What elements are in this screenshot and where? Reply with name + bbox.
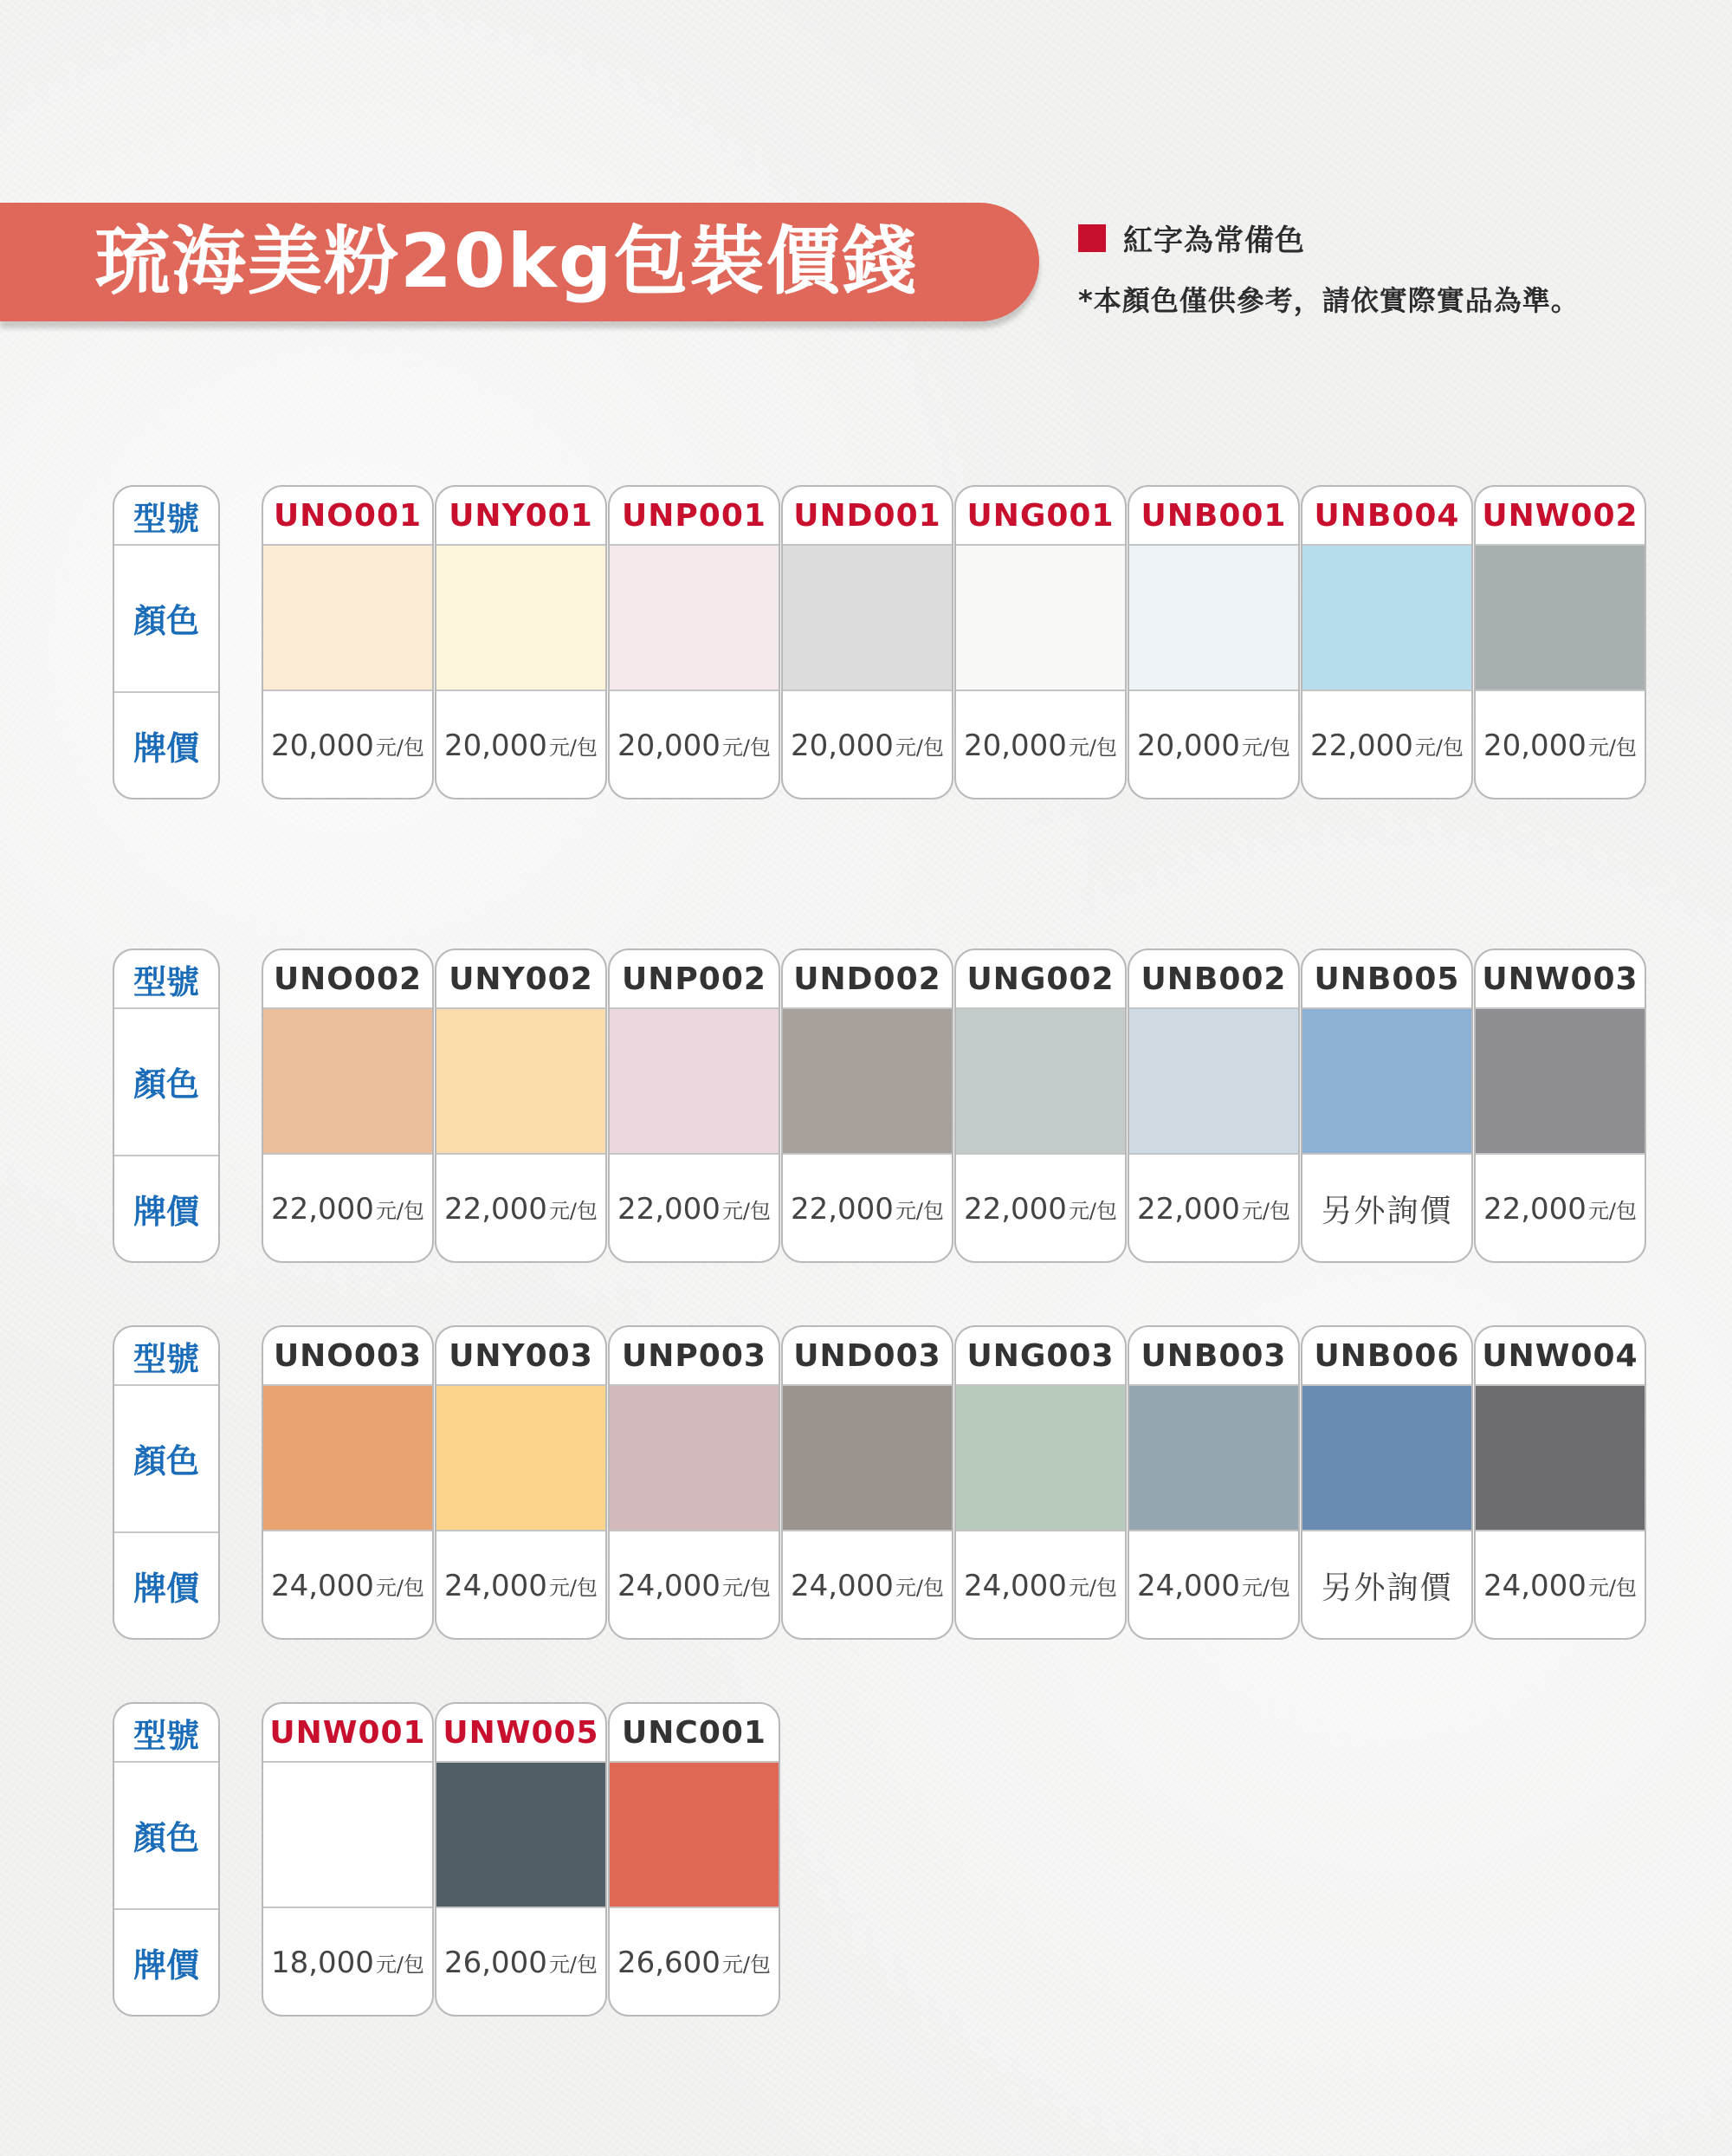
- price-row: [0, 1702, 1732, 2017]
- price-value: 22,000: [1136, 1191, 1240, 1227]
- price-value: 22,000: [443, 1191, 547, 1227]
- color-swatch: [263, 1384, 432, 1531]
- price-unit: 元/包: [1587, 735, 1638, 760]
- price-unit: 元/包: [1241, 735, 1291, 760]
- legend-red-square-icon: [1078, 224, 1106, 252]
- price-unit: 元/包: [375, 735, 425, 760]
- color-swatch: [1302, 1007, 1471, 1155]
- price-unit: 元/包: [1068, 1199, 1118, 1223]
- product-code: UNG001: [966, 497, 1115, 534]
- price-value: 20,000: [617, 728, 721, 763]
- row-labels: [113, 1325, 220, 1640]
- label-model: 型號: [114, 487, 218, 546]
- product-card: [608, 1702, 780, 2017]
- product-card: [781, 1325, 953, 1640]
- label-price: 牌價: [132, 1193, 199, 1231]
- product-card: [608, 949, 780, 1263]
- product-price: [610, 1531, 779, 1640]
- color-swatch: [610, 544, 779, 691]
- price-value: 26,600: [617, 1945, 721, 1980]
- color-swatch: [783, 544, 952, 691]
- price-value: 22,000: [270, 1191, 374, 1227]
- product-price: [436, 1531, 605, 1640]
- label-color: 顏色: [114, 1007, 218, 1156]
- color-swatch: [610, 1384, 779, 1531]
- price-value: 26,000: [443, 1945, 547, 1980]
- label-color: 顏色: [114, 1761, 218, 1910]
- color-swatch: [1476, 1007, 1645, 1155]
- price-value: 20,000: [963, 728, 1067, 763]
- product-price: [1476, 1155, 1645, 1263]
- price-value: 24,000: [963, 1568, 1067, 1603]
- product-code: UNW003: [1482, 961, 1638, 997]
- label-model: 型號: [114, 1704, 218, 1763]
- disclaimer-note: *本顏色僅供參考，請依實際實品為準。: [1078, 284, 1580, 317]
- price-unit: 元/包: [375, 1952, 425, 1977]
- product-price: [263, 1908, 432, 2017]
- price-unit: 元/包: [1241, 1199, 1291, 1223]
- price-value: 24,000: [443, 1568, 547, 1603]
- price-unit: 元/包: [1241, 1576, 1291, 1600]
- product-price: [436, 691, 605, 800]
- product-price: [956, 1155, 1125, 1263]
- price-value: 24,000: [617, 1568, 721, 1603]
- color-swatch: [1476, 1384, 1645, 1531]
- color-swatch: [956, 544, 1125, 691]
- product-price: [1476, 1531, 1645, 1640]
- product-card: [435, 485, 607, 800]
- price-unit: 元/包: [1068, 1576, 1118, 1600]
- product-code: UNW002: [1482, 497, 1638, 534]
- product-code: UND002: [793, 961, 941, 997]
- color-swatch: [1129, 1007, 1298, 1155]
- product-price: [1129, 1531, 1298, 1640]
- price-value: 另外詢價: [1321, 1194, 1453, 1229]
- product-price: [610, 1155, 779, 1263]
- product-code: UND003: [793, 1337, 941, 1374]
- label-price: 牌價: [132, 1946, 199, 1984]
- product-card: [1474, 1325, 1646, 1640]
- product-code: UNO003: [273, 1337, 423, 1374]
- color-swatch: [436, 1761, 605, 1908]
- price-value: 24,000: [1136, 1568, 1240, 1603]
- price-unit: 元/包: [721, 735, 772, 760]
- price-unit: 元/包: [1414, 735, 1464, 760]
- color-swatch: [436, 544, 605, 691]
- color-swatch: [1476, 544, 1645, 691]
- product-code: UNG002: [966, 961, 1115, 997]
- label-model: 型號: [114, 950, 218, 1009]
- product-code: UNB002: [1141, 961, 1287, 997]
- product-code: UNB001: [1141, 497, 1287, 534]
- product-card: [1301, 949, 1473, 1263]
- product-code: UNP003: [622, 1337, 766, 1374]
- product-card: [1128, 485, 1300, 800]
- color-swatch: [1302, 544, 1471, 691]
- price-unit: 元/包: [1587, 1576, 1638, 1600]
- row-labels: [113, 485, 220, 800]
- product-card: [1301, 1325, 1473, 1640]
- label-price: 牌價: [132, 729, 199, 767]
- product-card: [1474, 485, 1646, 800]
- label-price: 牌價: [132, 1570, 199, 1608]
- product-code: UNW001: [269, 1714, 426, 1751]
- product-code: UNB003: [1141, 1337, 1287, 1374]
- product-price: [783, 691, 952, 800]
- price-value: 22,000: [1309, 728, 1413, 763]
- product-card: [262, 1325, 434, 1640]
- color-swatch: [1302, 1384, 1471, 1531]
- product-card: [954, 1325, 1127, 1640]
- product-card: [435, 1702, 607, 2017]
- color-swatch: [956, 1007, 1125, 1155]
- product-price: [263, 1155, 432, 1263]
- color-swatch: [263, 1761, 432, 1908]
- product-code: UNY003: [449, 1337, 593, 1374]
- price-unit: 元/包: [721, 1199, 772, 1223]
- product-card: [781, 949, 953, 1263]
- product-code: UNO002: [273, 961, 423, 997]
- title-banner: [0, 203, 1039, 321]
- product-code: UNO001: [273, 497, 423, 534]
- product-price: [1129, 1155, 1298, 1263]
- price-value: 22,000: [617, 1191, 721, 1227]
- price-value: 24,000: [790, 1568, 894, 1603]
- product-card: [608, 1325, 780, 1640]
- product-card: [781, 485, 953, 800]
- color-swatch: [436, 1007, 605, 1155]
- product-price: [263, 691, 432, 800]
- product-price: [1476, 691, 1645, 800]
- product-card: [1128, 949, 1300, 1263]
- color-swatch: [1129, 1384, 1298, 1531]
- product-code: UNY001: [449, 497, 593, 534]
- price-row: [0, 1325, 1732, 1640]
- product-card: [435, 1325, 607, 1640]
- color-swatch: [263, 544, 432, 691]
- price-unit: 元/包: [1587, 1199, 1638, 1223]
- row-labels: [113, 1702, 220, 2017]
- price-unit: 元/包: [895, 735, 945, 760]
- price-value: 20,000: [790, 728, 894, 763]
- price-value: 24,000: [1483, 1568, 1587, 1603]
- product-code: UND001: [793, 497, 941, 534]
- price-row: [0, 949, 1732, 1263]
- price-unit: 元/包: [721, 1576, 772, 1600]
- product-code: UNW005: [443, 1714, 599, 1751]
- row-labels: [113, 949, 220, 1263]
- price-value: 22,000: [1483, 1191, 1587, 1227]
- price-value: 22,000: [963, 1191, 1067, 1227]
- price-unit: 元/包: [375, 1199, 425, 1223]
- product-price: [783, 1531, 952, 1640]
- product-code: UNY002: [449, 961, 593, 997]
- price-value: 20,000: [1483, 728, 1587, 763]
- label-color: 顏色: [114, 544, 218, 693]
- color-swatch: [263, 1007, 432, 1155]
- product-price: [436, 1155, 605, 1263]
- price-value: 24,000: [270, 1568, 374, 1603]
- price-unit: 元/包: [548, 1199, 598, 1223]
- color-swatch: [1129, 544, 1298, 691]
- product-card: [262, 1702, 434, 2017]
- product-card: [262, 485, 434, 800]
- price-value: 20,000: [1136, 728, 1240, 763]
- product-card: [435, 949, 607, 1263]
- label-color: 顏色: [114, 1384, 218, 1533]
- product-card: [954, 485, 1127, 800]
- color-swatch: [783, 1384, 952, 1531]
- legend: [1078, 217, 1305, 259]
- product-price: [783, 1155, 952, 1263]
- product-code: UNP001: [622, 497, 766, 534]
- product-card: [1128, 1325, 1300, 1640]
- color-swatch: [956, 1384, 1125, 1531]
- product-price: [1302, 1531, 1471, 1640]
- product-code: UNG003: [966, 1337, 1115, 1374]
- price-unit: 元/包: [375, 1576, 425, 1600]
- legend-text: 紅字為常備色: [1123, 223, 1305, 258]
- price-value: 20,000: [270, 728, 374, 763]
- price-unit: 元/包: [1068, 735, 1118, 760]
- product-price: [263, 1531, 432, 1640]
- product-price: [610, 1908, 779, 2017]
- price-value: 20,000: [443, 728, 547, 763]
- product-code: UNP002: [622, 961, 766, 997]
- price-value: 另外詢價: [1321, 1570, 1453, 1606]
- color-swatch: [436, 1384, 605, 1531]
- price-value: 18,000: [270, 1945, 374, 1980]
- price-row: [0, 485, 1732, 800]
- product-price: [1129, 691, 1298, 800]
- price-unit: 元/包: [548, 1576, 598, 1600]
- product-price: [956, 1531, 1125, 1640]
- product-price: [1302, 1155, 1471, 1263]
- product-card: [954, 949, 1127, 1263]
- product-card: [1474, 949, 1646, 1263]
- label-model: 型號: [114, 1327, 218, 1386]
- product-price: [610, 691, 779, 800]
- price-unit: 元/包: [895, 1576, 945, 1600]
- price-unit: 元/包: [548, 1952, 598, 1977]
- color-swatch: [610, 1007, 779, 1155]
- price-unit: 元/包: [895, 1199, 945, 1223]
- product-card: [1301, 485, 1473, 800]
- product-code: UNC001: [622, 1714, 766, 1751]
- product-code: UNB004: [1314, 497, 1460, 534]
- product-price: [436, 1908, 605, 2017]
- product-card: [262, 949, 434, 1263]
- product-code: UNB006: [1314, 1337, 1460, 1374]
- color-swatch: [610, 1761, 779, 1908]
- product-code: UNB005: [1314, 961, 1460, 997]
- product-price: [956, 691, 1125, 800]
- price-unit: 元/包: [721, 1952, 772, 1977]
- price-value: 22,000: [790, 1191, 894, 1227]
- product-card: [608, 485, 780, 800]
- color-swatch: [783, 1007, 952, 1155]
- price-unit: 元/包: [548, 735, 598, 760]
- page-title: 琉海美粉20kg包裝價錢: [95, 218, 919, 305]
- product-code: UNW004: [1482, 1337, 1638, 1374]
- product-price: [1302, 691, 1471, 800]
